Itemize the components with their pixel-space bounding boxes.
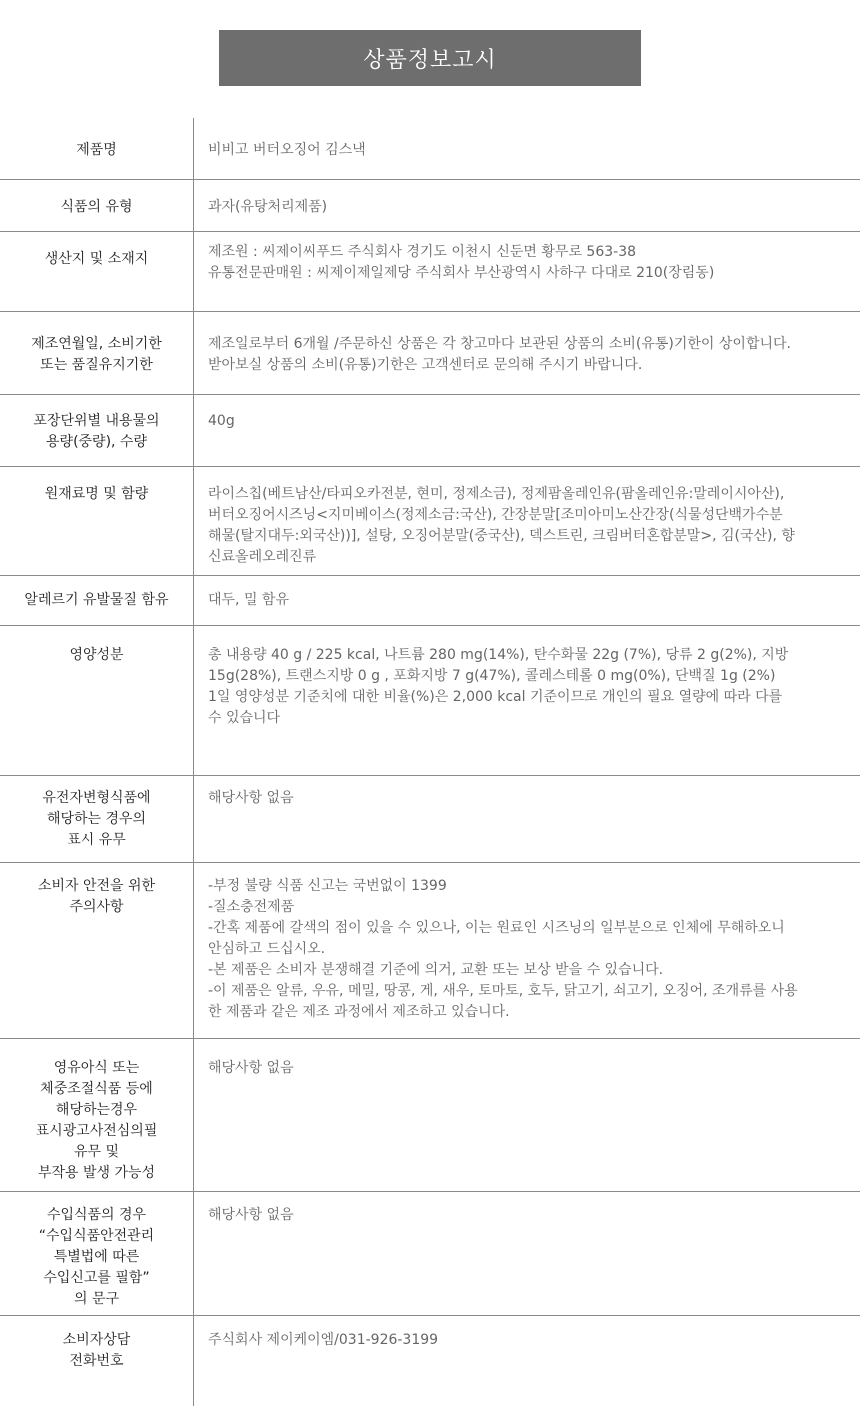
row-value: 비비고 버터오징어 김스낵 — [208, 142, 366, 158]
row-label: 영유아식 또는 체중조절식품 등에 해당하는경우 표시광고사전심의필 유무 및 부작용 발생 가능성 — [0, 1039, 194, 1191]
row-label: 식품의 유형 — [0, 180, 194, 231]
table-row-infant-diet — [0, 1039, 860, 1192]
row-value: 총 내용량 40 g / 225 kcal, 나트륨 280 mg(14%), 탄수화물 22g (7%), 당류 2 g(2%), 지방 15g(28%), 트랜스지방 0 g , 포화지방 7 g(47%), 콜레스테롤 0 mg(0%), 단백질 1g (2%) 1일 영양성분 기준치에 대한 비율(%)은 2,000 kcal 기준이므로 개인의 필요 열량에 따라 다를 수 있습니다 — [208, 647, 789, 726]
row-label: 수입식품의 경우 “수입식품안전관리 특별법에 따른 수입신고를 필함” 의 문구 — [0, 1192, 194, 1315]
row-value: 라이스칩(베트남산/타피오카전분, 현미, 정제소금), 정제팜올레인유(팜올레인유:말레이시아산), 버터오징어시즈닝<지미베이스(정제소금:국산), 간장분말[조미아미노산간장(식물성단백가수분 해물(탈지대두:외국산))], 설탕, 오징어분말(중국산), 덱스트린, 크림버터혼합분말>, 김(국산), 향 신료올레오레진류 — [208, 486, 795, 565]
row-label: 제품명 — [0, 118, 194, 179]
row-value: 과자(유탕처리제품) — [208, 199, 328, 215]
row-value: 40g — [208, 413, 235, 429]
product-info-table — [0, 118, 860, 1406]
table-row-nutrition — [0, 626, 860, 776]
row-label: 포장단위별 내용물의 용량(중량), 수량 — [0, 395, 194, 466]
row-label: 소비자 안전을 위한 주의사항 — [0, 863, 194, 1038]
row-value: 해당사항 없음 — [208, 1207, 294, 1223]
table-row-origin — [0, 232, 860, 312]
row-label: 영양성분 — [0, 626, 194, 775]
table-row-product-name — [0, 118, 860, 180]
row-label: 알레르기 유발물질 함유 — [0, 576, 194, 625]
table-row-package-volume — [0, 395, 860, 467]
row-label: 소비자상담 전화번호 — [0, 1316, 194, 1406]
row-value: -부정 불량 식품 신고는 국번없이 1399 -질소충전제품 -간혹 제품에 갈색의 점이 있을 수 있으나, 이는 원료인 시즈닝의 일부분으로 인체에 무해하오니 안심하고 드십시오. -본 제품은 소비자 분쟁해결 기준에 의거, 교환 또는 보상 받을 수 있습니다. -이 제품은 알류, 우유, 메밀, 땅콩, 게, 새우, 토마토, 호두, 닭고기, 쇠고기, 오징어, 조개류를 사용 한 제품과 같은 제조 과정에서 제조하고 있습니다. — [208, 878, 798, 1020]
row-value: 제조일로부터 6개월 /주문하신 상품은 각 창고마다 보관된 상품의 소비(유통)기한이 상이합니다. 받아보실 상품의 소비(유통)기한은 고객센터로 문의해 주시기 바랍니다. — [208, 336, 791, 373]
row-value: 주식회사 제이케이엠/031-926-3199 — [208, 1332, 439, 1348]
table-row-allergens — [0, 576, 860, 626]
table-row-gmo — [0, 776, 860, 863]
row-value: 해당사항 없음 — [208, 1060, 294, 1076]
row-label: 원재료명 및 함량 — [0, 467, 194, 575]
table-row-customer-service — [0, 1316, 860, 1406]
table-row-safety-notes — [0, 863, 860, 1039]
row-value: 제조원 : 씨제이씨푸드 주식회사 경기도 이천시 신둔면 황무로 563-38 유통전문판매원 : 씨제이제일제당 주식회사 부산광역시 사하구 다대로 210(장림동) — [208, 244, 715, 281]
table-row-ingredients — [0, 467, 860, 576]
row-value: 대두, 밀 함유 — [208, 592, 289, 608]
row-label: 유전자변형식품에 해당하는 경우의 표시 유무 — [0, 776, 194, 862]
table-row-expiry — [0, 312, 860, 395]
table-row-imported-food — [0, 1192, 860, 1316]
table-row-food-type — [0, 180, 860, 232]
row-value: 해당사항 없음 — [208, 790, 294, 806]
row-label: 제조연월일, 소비기한 또는 품질유지기한 — [0, 312, 194, 394]
page-title: 상품정보고시 — [219, 30, 641, 86]
row-label: 생산지 및 소재지 — [0, 232, 194, 311]
